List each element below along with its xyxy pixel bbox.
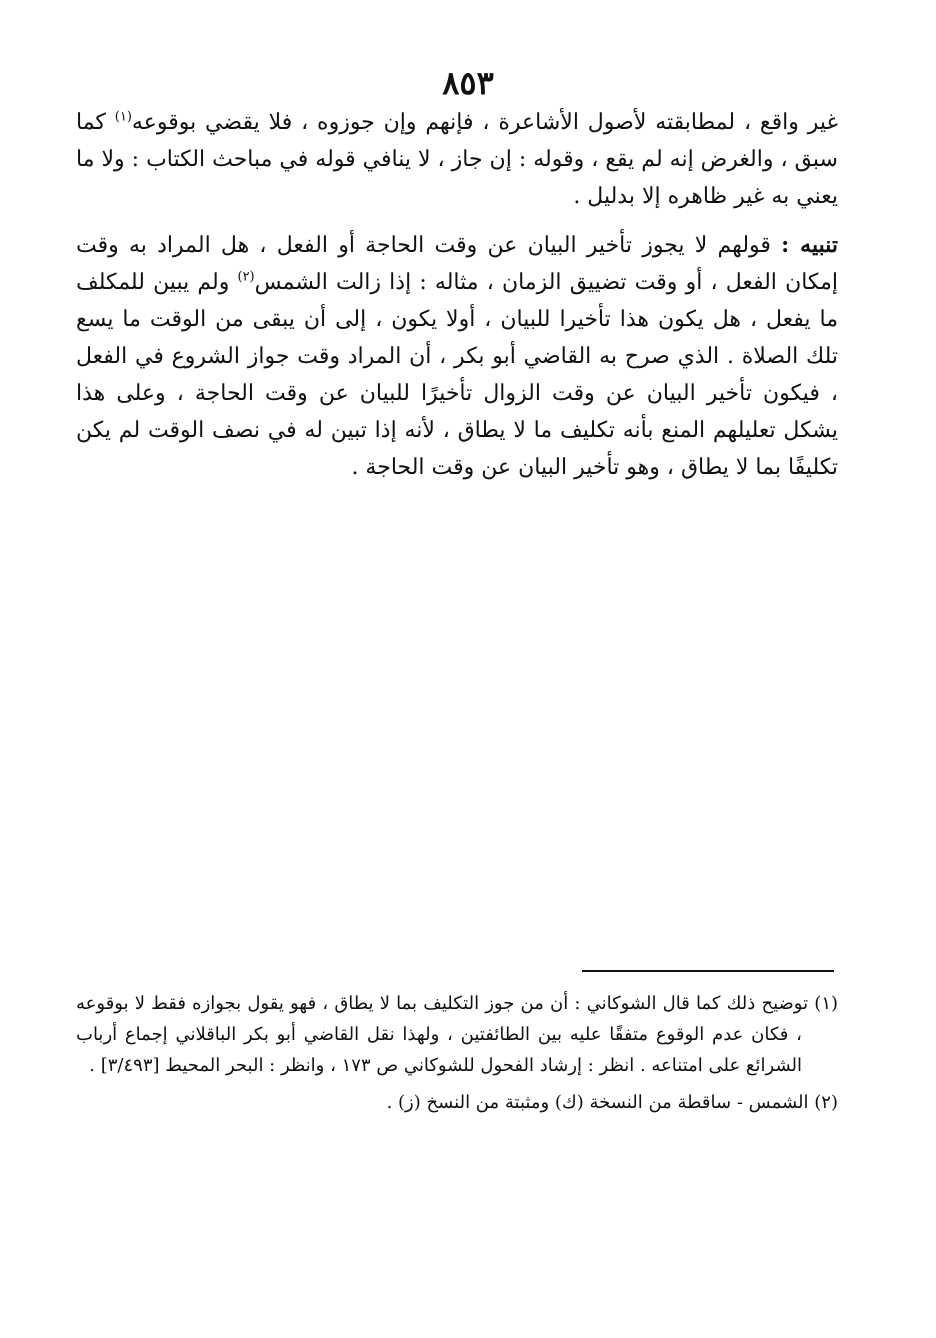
paragraph-1 <box>76 104 838 215</box>
paragraph-2-lead: تنبيه : <box>781 232 838 258</box>
footnote-1-text: توضيح ذلك كما قال الشوكاني : أن من جوز التكليف بما لا يطاق ، فهو يقول بجوازه فقط لا بوقوعه ، فكان عدم الوقوع متفقًا عليه بين الطائفتين ، ولهذا نقل القاضي أبو بكر الباقلاني إجماع أرباب الشرائع على امتناعه . انظر : إرشاد الفحول للشوكاني ص ١٧٣ ، وانظر : البحر المحيط [٣/٤٩٣] . <box>76 993 809 1076</box>
footnotes <box>76 988 838 1124</box>
footnote-ref-2: (٢) <box>237 269 255 285</box>
footnote-separator <box>582 970 834 972</box>
footnote-1-mark: (١) <box>814 993 839 1014</box>
page-number: ٨٥٣ <box>442 64 494 102</box>
main-text <box>76 104 838 498</box>
footnote-1 <box>76 988 838 1081</box>
footnote-2-mark: (٢) <box>814 1092 838 1113</box>
footnote-2 <box>76 1087 838 1118</box>
paragraph-1-text-continued: كما سبق ، والغرض إنه لم يقع ، وقوله : إن جاز ، لا ينافي قوله في مباحث الكتاب : ولا ما يعني به غير ظاهره إلا بدليل . <box>76 110 838 209</box>
footnote-2-text: الشمس - ساقطة من النسخة (ك) ومثبتة من النسخ (ز) . <box>386 1092 809 1113</box>
paragraph-2 <box>76 227 838 486</box>
paragraph-2-text-continued: ولم يبين للمكلف ما يفعل ، هل يكون هذا تأخيرا للبيان ، أولا يكون ، إلى أن يبقى من الوقت ما يسع تلك الصلاة . الذي صرح به القاضي أبو بكر ، أن المراد وقت جواز الشروع في الفعل ، فيكون تأخير البيان عن وقت الزوال تأخيرًا للبيان عن وقت الحاجة ، وعلى هذا يشكل تعليلهم المنع بأنه تكليف ما لا يطاق ، لأنه إذا تبين له في نصف الوقت لم يكن تكليفًا بما لا يطاق ، وهو تأخير البيان عن وقت الحاجة . <box>76 270 838 480</box>
footnote-ref-1: (١) <box>114 109 132 125</box>
paragraph-1-text: غير واقع ، لمطابقته لأصول الأشاعرة ، فإنهم وإن جوزوه ، فلا يقضي بوقوعه <box>131 110 839 135</box>
paragraph-2-text: قولهم لا يجوز تأخير البيان عن وقت الحاجة أو الفعل ، هل المراد به وقت إمكان الفعل ، أو وقت تضييق الزمان ، مثاله : إذا زالت الشمس <box>76 233 838 295</box>
